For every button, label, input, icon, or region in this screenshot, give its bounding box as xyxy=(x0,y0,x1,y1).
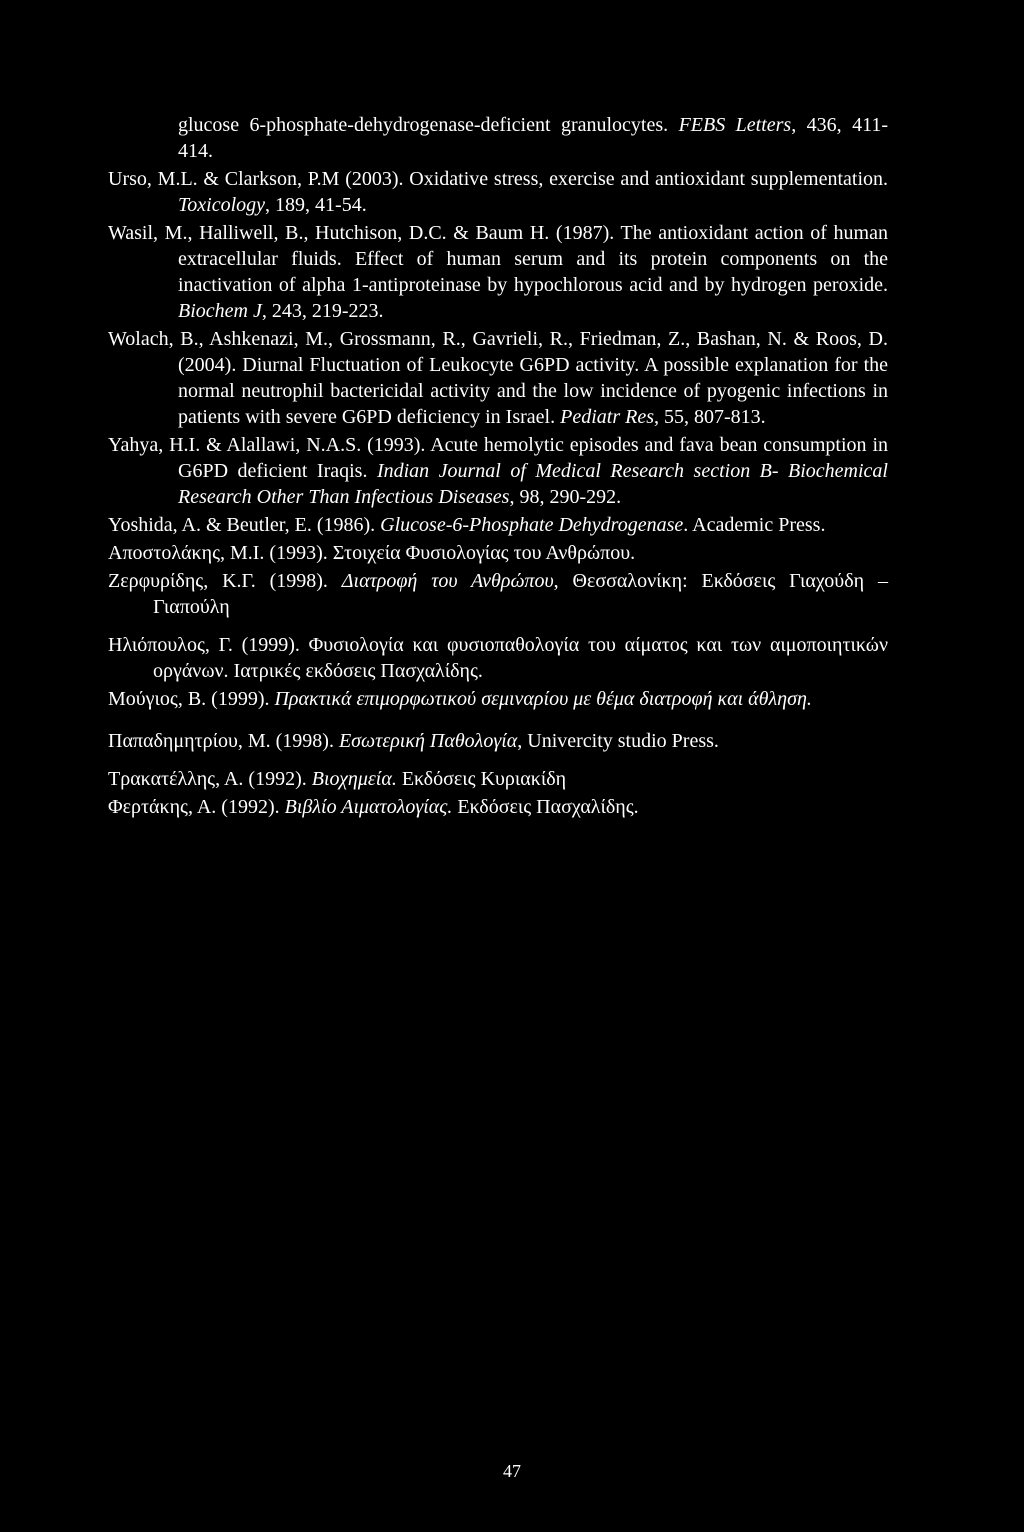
reference-entry: Yahya, H.I. & Alallawi, N.A.S. (1993). Acute hemolytic episodes and fava bean consumption in G6PD deficient Iraqis. Indian Journal of Medical Research section B- Biochemical Research Other Than Infectious Diseases, 98, 290-292. xyxy=(108,434,888,508)
reference-entry: Μούγιος, Β. (1999). Πρακτικά επιμορφωτικού σεμιναρίου με θέμα διατροφή και άθληση. xyxy=(108,688,812,710)
reference-entry: Yoshida, A. & Beutler, E. (1986). Glucose-6-Phosphate Dehydrogenase. Academic Press. xyxy=(108,514,826,536)
page-number: 47 xyxy=(503,1461,521,1481)
reference-entry: Τρακατέλλης, Α. (1992). Βιοχημεία. Εκδόσεις Κυριακίδη xyxy=(108,768,567,790)
reference-entry: Ηλιόπουλος, Γ. (1999). Φυσιολογία και φυσιοπαθολογία του αίματος και των αιμοποιητικών οργάνων. Ιατρικές εκδόσεις Πασχαλίδης. xyxy=(108,634,888,682)
reference-entry: Φερτάκης, Α. (1992). Βιβλίο Αιματολογίας. Εκδόσεις Πασχαλίδης. xyxy=(108,796,639,818)
reference-entry: Wasil, M., Halliwell, B., Hutchison, D.C. & Baum H. (1987). The antioxidant action of human extracellular fluids. Effect of human serum and its protein components on the inactivation of alpha 1-antiproteinase by hypochlorous acid and by hydrogen peroxide. Biochem J, 243, 219-223. xyxy=(108,222,888,322)
reference-entry: Παπαδημητρίου, Μ. (1998). Εσωτερική Παθολογία, Univercity studio Press. xyxy=(108,730,719,752)
reference-entry: Urso, M.L. & Clarkson, P.M (2003). Oxidative stress, exercise and antioxidant supplementation. Toxicology, 189, 41-54. xyxy=(108,168,888,216)
reference-entry: Ζερφυρίδης, Κ.Γ. (1998). Διατροφή του Ανθρώπου, Θεσσαλονίκη: Εκδόσεις Γιαχούδη – Γιαπούλη xyxy=(108,570,888,618)
reference-list xyxy=(108,112,888,822)
reference-entry: Wolach, B., Ashkenazi, M., Grossmann, R., Gavrieli, R., Friedman, Z., Bashan, N. & Roos, D. (2004). Diurnal Fluctuation of Leukocyte G6PD activity. A possible explanation for the normal neutrophil bactericidal activity and the low incidence of pyogenic infections in patients with severe G6PD deficiency in Israel. Pediatr Res, 55, 807-813. xyxy=(108,328,888,428)
reference-entry: glucose 6-phosphate-dehydrogenase-deficient granulocytes. FEBS Letters, 436, 411-414. xyxy=(178,114,888,162)
reference-entry: Αποστολάκης, Μ.Ι. (1993). Στοιχεία Φυσιολογίας του Ανθρώπου. xyxy=(108,542,636,564)
